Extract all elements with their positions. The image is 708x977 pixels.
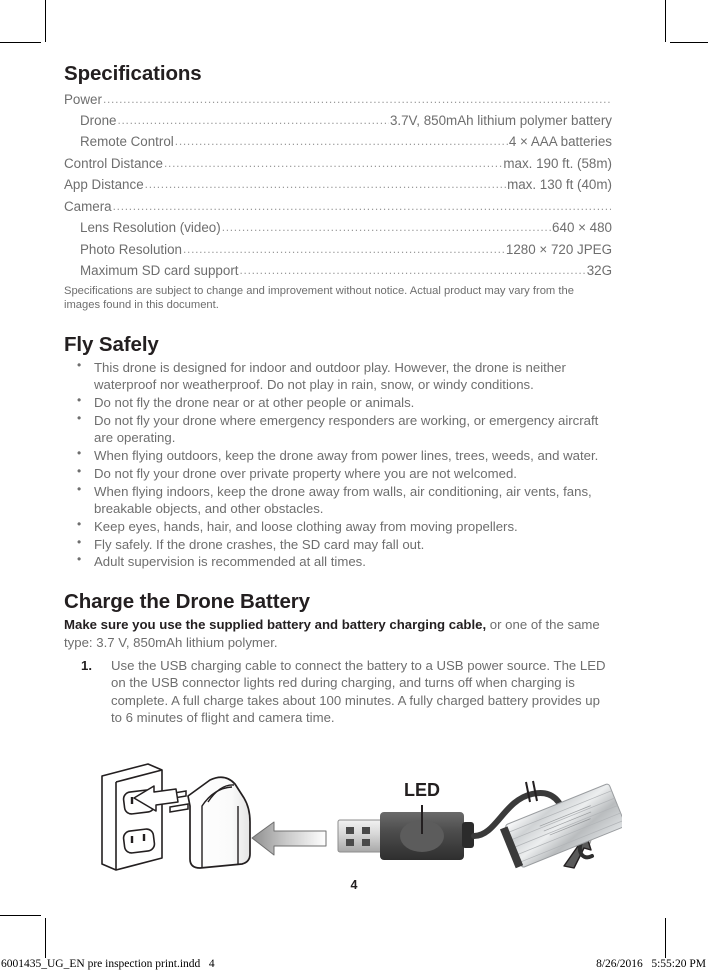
spec-value: max. 190 ft. (58m): [503, 155, 612, 171]
spec-row: [64, 260, 612, 281]
fly-safely-bullet-item: • This drone is designed for indoor and outdoor play. However, the drone is neither waterproof nor weatherproof. Do not play in rain, snow, or windy conditions.: [64, 359, 612, 394]
spec-label: Photo Resolution: [80, 241, 182, 257]
spec-value: max. 130 ft (40m): [507, 177, 612, 193]
spec-row: [64, 239, 612, 260]
crop-mark-bottom-right-vertical: [665, 918, 666, 958]
charge-battery-lead-paragraph: [64, 616, 612, 651]
charge-battery-lead-rest: or one of the same type: 3.7 V, 850mAh lithium polymer.: [64, 617, 600, 650]
spec-label: Maximum SD card support: [80, 263, 239, 279]
step-text: Use the USB charging cable to connect the battery to a USB power source. The LED on the USB connector lights red during charging, and turns off when charging is complete. A full charge takes about 100 minutes. A fully charged battery provides up to 6 minutes of flight and camera time.: [111, 657, 606, 726]
spec-dot-leader: [164, 154, 502, 173]
spec-value: 640 × 480: [552, 220, 612, 236]
page-content: [64, 62, 612, 727]
crop-mark-bottom-left-horizontal: [0, 915, 41, 916]
crop-mark-top-right-horizontal: [670, 42, 708, 43]
spec-dot-leader: [222, 218, 551, 237]
charging-setup-figure: [92, 758, 622, 880]
spec-row: [64, 131, 612, 152]
fly-safely-bullet-item: • Adult supervision is recommended at all times.: [64, 553, 612, 570]
fly-safely-bullet-item: • When flying outdoors, keep the drone away from power lines, trees, weeds, and water.: [64, 447, 612, 464]
spec-value: 1280 × 720 JPEG: [505, 241, 612, 257]
spec-row: [64, 89, 612, 110]
usb-power-adapter-icon: [188, 777, 250, 868]
spec-label: Control Distance: [64, 155, 163, 171]
spec-dot-leader: [175, 132, 508, 151]
print-footer: [0, 958, 708, 977]
spec-label: Power: [64, 91, 102, 107]
spec-label: Drone: [80, 113, 117, 128]
fly-safely-bullet-item: • Do not fly the drone near or at other people or animals.: [64, 394, 612, 411]
charge-battery-lead-bold: Make sure you use the supplied battery and battery charging cable,: [64, 617, 487, 633]
spec-row: [64, 174, 612, 195]
spec-label: App Distance: [64, 177, 144, 193]
spec-value: 32G: [586, 263, 612, 279]
fly-safely-bullet-item: • Fly safely. If the drone crashes, the SD card may fall out.: [64, 536, 612, 553]
crop-mark-top-right-vertical: [665, 0, 666, 42]
page-title-specifications: Specifications: [64, 62, 202, 85]
crop-mark-top-left-horizontal: [0, 42, 41, 43]
charge-battery-step: [64, 657, 612, 727]
spec-dot-leader: [113, 197, 611, 216]
spec-value: 4 × AAA batteries: [508, 134, 612, 150]
spec-dot-leader: [183, 240, 505, 259]
fly-safely-bullet-item: • Keep eyes, hands, hair, and loose clothing away from moving propellers.: [64, 518, 612, 535]
page-number: 4: [350, 878, 358, 892]
spec-row: [64, 110, 612, 131]
spec-dot-leader: [145, 175, 506, 194]
section-title-charge-the-drone-battery: Charge the Drone Battery: [64, 589, 310, 613]
spec-label: Remote Control: [80, 134, 174, 150]
usb-connector-with-led-icon: [380, 812, 474, 860]
usb-a-plug-icon: [338, 820, 382, 852]
print-footer-filename: 6001435_UG_EN pre inspection print.indd 4: [1, 958, 215, 970]
spec-label: Camera: [64, 198, 112, 214]
crop-mark-top-left-vertical: [45, 0, 46, 42]
spec-row: [64, 217, 612, 238]
spec-label: Lens Resolution (video): [80, 220, 221, 236]
spec-dot-leader: [103, 90, 611, 109]
spec-value: 3.7V, 850mAh lithium polymer battery: [389, 113, 612, 128]
spec-row: [64, 153, 612, 174]
print-footer-timestamp: 8/26/2016 5:55:20 PM: [596, 958, 706, 970]
specifications-disclaimer: Specifications are subject to change and improvement without notice. Actual product may vary from the images found in this document.: [64, 284, 574, 312]
fly-safely-bullet-item: • Do not fly your drone where emergency responders are working, or emergency aircraft are operating.: [64, 412, 612, 447]
specifications-table: [64, 89, 612, 282]
fly-safely-bullet-list: [64, 359, 612, 570]
led-label: LED: [404, 780, 440, 800]
crop-mark-bottom-left-vertical: [45, 918, 46, 958]
fly-safely-bullet-item: • When flying indoors, keep the drone away from walls, air conditioning, air vents, fans, breakable objects, and other obstacles.: [64, 483, 612, 518]
lithium-polymer-battery-icon: [499, 783, 622, 870]
section-title-fly-safely: Fly Safely: [64, 332, 159, 356]
spec-dot-leader: [240, 261, 586, 280]
step-number: 1.: [81, 657, 92, 673]
fly-safely-bullet-item: • Do not fly your drone over private property where you are not welcomed.: [64, 465, 612, 482]
adapter-push-arrow-icon: [252, 822, 326, 855]
wall-outlet-icon: [102, 764, 162, 870]
charge-battery-steps: [64, 657, 612, 727]
spec-row: [64, 196, 612, 217]
spec-dot-leader: [117, 111, 388, 130]
